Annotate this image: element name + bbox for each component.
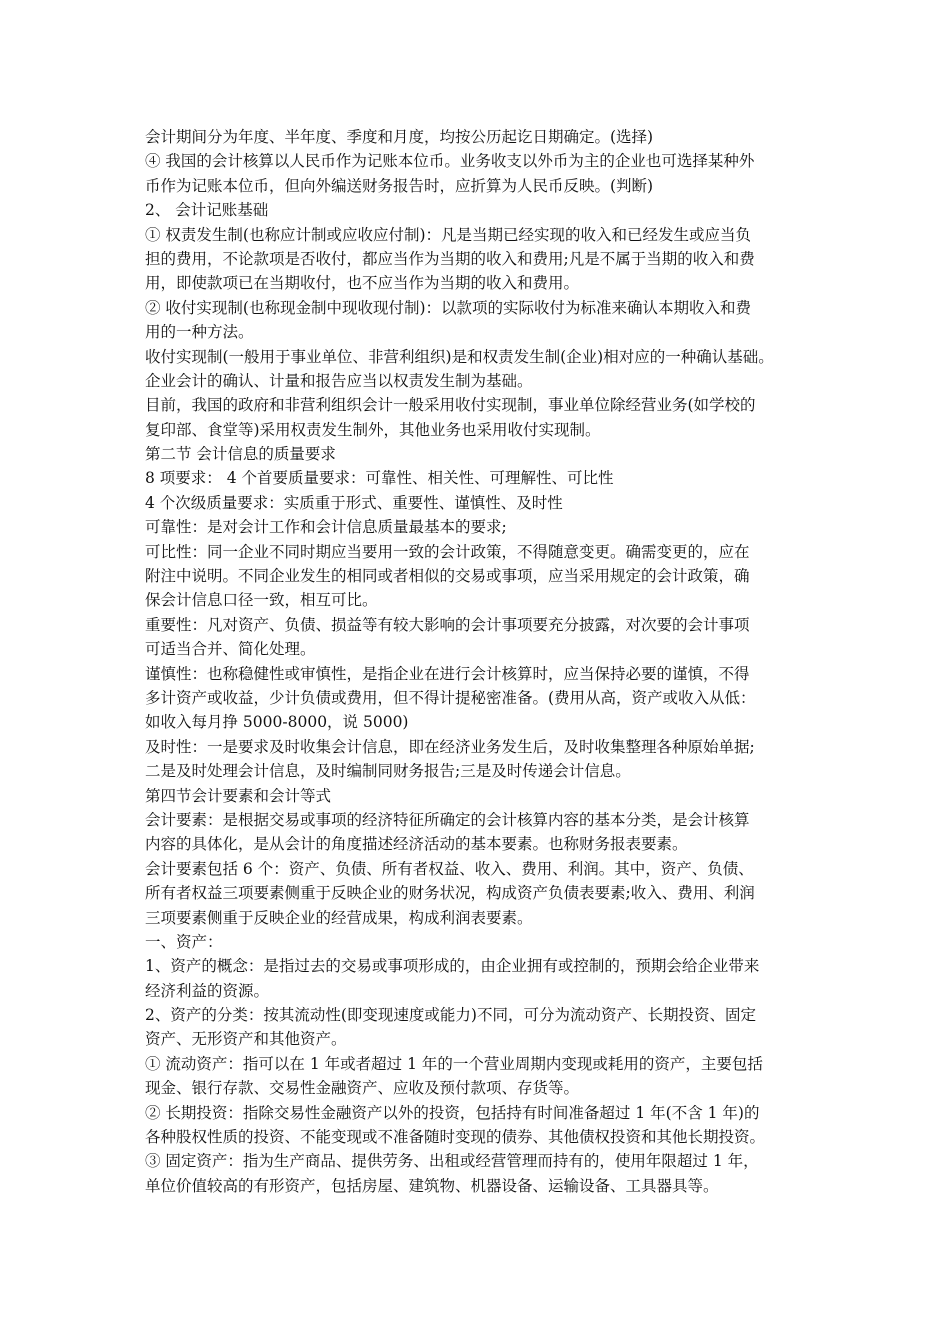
text-line: 可适当合并、简化处理。	[145, 640, 316, 659]
text-line: 会计要素：是根据交易或事项的经济特征所确定的会计核算内容的基本分类，是会计核算	[145, 810, 750, 829]
text-line: 谨慎性：也称稳健性或审慎性，是指企业在进行会计核算时，应当保持必要的谨慎，不得	[145, 664, 750, 683]
text-line: 收付实现制(一般用于事业单位、非营利组织)是和权责发生制(企业)相对应的一种确认基础。	[145, 347, 774, 366]
text-line: 担的费用，不论款项是否收付，都应当作为当期的收入和费用;凡是不属于当期的收入和费	[145, 249, 755, 268]
text-line: 单位价值较高的有形资产，包括房屋、建筑物、机器设备、运输设备、工具器具等。	[145, 1176, 719, 1195]
text-line: 2、资产的分类：按其流动性(即变现速度或能力)不同，可分为流动资产、长期投资、固定	[145, 1006, 756, 1025]
text-line: 8 项要求： 4 个首要质量要求：可靠性、相关性、可理解性、可比性	[145, 469, 614, 488]
text-line: 二是及时处理会计信息，及时编制同财务报告;三是及时传递会计信息。	[145, 762, 631, 781]
text-line: 币作为记账本位币，但向外编送财务报告时，应折算为人民币反映。(判断)	[145, 176, 654, 195]
text-line: ② 收付实现制(也称现金制中现收现付制)：以款项的实际收付为标准来确认本期收入和费	[145, 298, 752, 317]
text-line: 如收入每月挣 5000-8000，说 5000)	[145, 713, 409, 732]
text-line: 经济利益的资源。	[145, 981, 270, 1000]
text-line: 会计要素包括 6 个：资产、负债、所有者权益、收入、费用、利润。其中，资产、负债、	[145, 859, 754, 878]
text-line: 用，即使款项已在当期收付，也不应当作为当期的收入和费用。	[145, 274, 580, 293]
text-line: 保会计信息口径一致，相互可比。	[145, 591, 378, 610]
text-line: 多计资产或收益，少计负债或费用，但不得计提秘密准备。(费用从高，资产或收入从低：	[145, 688, 756, 707]
document-body	[145, 125, 815, 1198]
text-line: ③ 固定资产：指为生产商品、提供劳务、出租或经营管理而持有的，使用年限超过 1 年，	[145, 1152, 759, 1171]
text-line: 可靠性：是对会计工作和会计信息质量最基本的要求;	[145, 518, 507, 537]
text-line: 所有者权益三项要素侧重于反映企业的财务状况，构成资产负债表要素;收入、费用、利润	[145, 884, 755, 903]
text-line: 目前，我国的政府和非营利组织会计一般采用收付实现制，事业单位除经营业务(如学校的	[145, 396, 756, 415]
text-line: 资产、无形资产和其他资产。	[145, 1030, 347, 1049]
text-line: 现金、银行存款、交易性金融资产、应收及预付款项、存货等。	[145, 1079, 580, 1098]
text-line: ② 长期投资：指除交易性金融资产以外的投资，包括持有时间准备超过 1 年(不含 1 年)的	[145, 1103, 760, 1122]
text-line: ① 权责发生制(也称应计制或应收应付制)：凡是当期已经实现的收入和已经发生或应当负	[145, 225, 752, 244]
text-line: 1、资产的概念：是指过去的交易或事项形成的，由企业拥有或控制的，预期会给企业带来	[145, 957, 760, 976]
text-line: 重要性：凡对资产、负债、损益等有较大影响的会计事项要充分披露，对次要的会计事项	[145, 615, 750, 634]
text-line: ④ 我国的会计核算以人民币作为记账本位币。业务收支以外币为主的企业也可选择某种外	[145, 152, 755, 171]
text-line: 各种股权性质的投资、不能变现或不准备随时变现的债券、其他债权投资和其他长期投资。	[145, 1128, 766, 1147]
text-line: 2、 会计记账基础	[145, 201, 269, 220]
text-line: 企业会计的确认、计量和报告应当以权责发生制为基础。	[145, 371, 533, 390]
text-line: 三项要素侧重于反映企业的经营成果，构成利润表要素。	[145, 908, 533, 927]
text-line: ① 流动资产：指可以在 1 年或者超过 1 年的一个营业周期内变现或耗用的资产，主要包括	[145, 1054, 763, 1073]
text-line: 及时性：一是要求及时收集会计信息，即在经济业务发生后，及时收集整理各种原始单据;	[145, 737, 755, 756]
text-line: 4 个次级质量要求：实质重于形式、重要性、谨慎性、及时性	[145, 493, 563, 512]
text-line: 复印部、食堂等)采用权责发生制外，其他业务也采用收付实现制。	[145, 420, 601, 439]
text-line: 附注中说明。不同企业发生的相同或者相似的交易或事项，应当采用规定的会计政策，确	[145, 567, 750, 586]
text-line: 可比性：同一企业不同时期应当要用一致的会计政策，不得随意变更。确需变更的，应在	[145, 542, 750, 561]
text-line: 一、资产：	[145, 932, 223, 951]
text-line: 内容的具体化，是从会计的角度描述经济活动的基本要素。也称财务报表要素。	[145, 835, 688, 854]
text-line: 会计期间分为年度、半年度、季度和月度，均按公历起讫日期确定。(选择)	[145, 128, 654, 146]
text-line: 第二节 会计信息的质量要求	[145, 445, 336, 464]
text-line: 第四节会计要素和会计等式	[145, 786, 332, 805]
text-line: 用的一种方法。	[145, 323, 254, 342]
